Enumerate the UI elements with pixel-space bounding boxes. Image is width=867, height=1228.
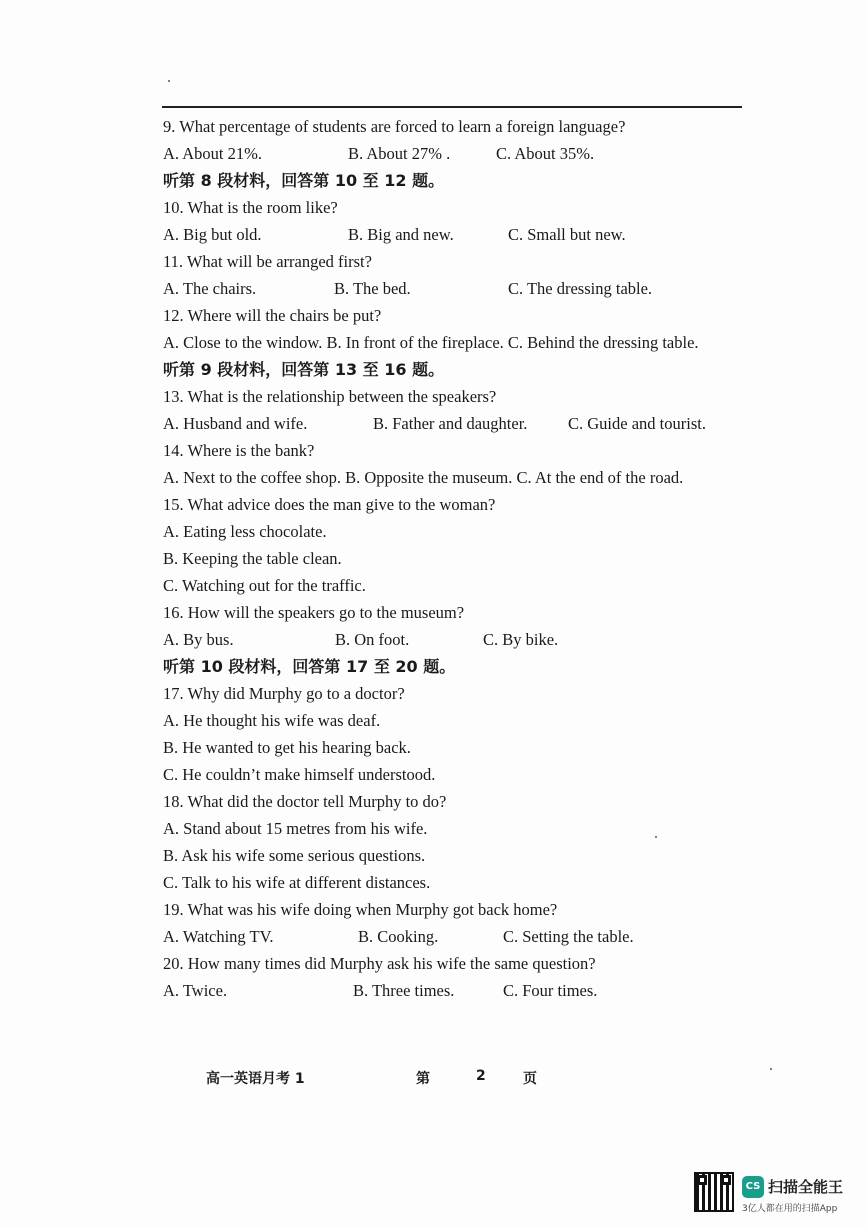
header-rule <box>162 106 742 108</box>
answer-option: A. Twice. <box>163 981 228 1000</box>
question-list <box>163 113 763 1004</box>
answer-option: A. The chairs. <box>163 279 257 298</box>
scanner-tagline: 3亿人都在用的扫描App <box>742 1204 838 1214</box>
page-label-prefix: 第 <box>416 1071 430 1087</box>
answer-option: C. Four times. <box>503 981 598 1000</box>
qr-code-icon <box>694 1172 734 1212</box>
answer-options <box>163 221 763 248</box>
page-label-suffix: 页 <box>523 1071 537 1087</box>
answer-option: C. About 35%. <box>496 144 595 163</box>
answer-options <box>163 977 763 1004</box>
question-text: C. Talk to his wife at different distances. <box>163 873 431 892</box>
answer-option: B. Cooking. <box>358 927 439 946</box>
section-heading: 听第 9 段材料，回答第 13 至 16 题。 <box>163 360 445 379</box>
answer-option: B. Father and daughter. <box>373 414 528 433</box>
section-heading: 听第 8 段材料，回答第 10 至 12 题。 <box>163 171 445 190</box>
question-text: 12. Where will the chairs be put? <box>163 306 382 325</box>
question-text: B. He wanted to get his hearing back. <box>163 738 411 757</box>
answer-option: B. Three times. <box>353 981 455 1000</box>
question-text: C. Watching out for the traffic. <box>163 576 366 595</box>
scanner-app-name: 扫描全能王 <box>768 1178 844 1196</box>
question-text: B. Keeping the table clean. <box>163 549 342 568</box>
answer-option: C. By bike. <box>483 630 559 649</box>
section-heading: 听第 10 段材料，回答第 17 至 20 题。 <box>163 657 456 676</box>
answer-option: C. Small but new. <box>508 225 626 244</box>
question-text: 19. What was his wife doing when Murphy got back home? <box>163 900 558 919</box>
question-text: 18. What did the doctor tell Murphy to do? <box>163 792 447 811</box>
answer-option: B. The bed. <box>334 279 411 298</box>
question-text: 20. How many times did Murphy ask his wife the same question? <box>163 954 596 973</box>
camscanner-logo-icon: CS <box>742 1176 764 1198</box>
scanner-watermark <box>694 1172 844 1216</box>
question-text: A. He thought his wife was deaf. <box>163 711 381 730</box>
question-text: B. Ask his wife some serious questions. <box>163 846 426 865</box>
exam-title: 高一英语月考 1 <box>206 1071 305 1087</box>
question-text: 16. How will the speakers go to the museum? <box>163 603 465 622</box>
answer-options <box>163 626 763 653</box>
question-text: 10. What is the room like? <box>163 198 338 217</box>
answer-option: C. Guide and tourist. <box>568 414 706 433</box>
question-text: 15. What advice does the man give to the woman? <box>163 495 496 514</box>
question-text: 13. What is the relationship between the speakers? <box>163 387 497 406</box>
question-text: A. Stand about 15 metres from his wife. <box>163 819 428 838</box>
page-number: 2 <box>476 1068 486 1084</box>
answer-option: A. By bus. <box>163 630 234 649</box>
question-text: 17. Why did Murphy go to a doctor? <box>163 684 405 703</box>
answer-option: A. Husband and wife. <box>163 414 308 433</box>
question-text: C. He couldn’t make himself understood. <box>163 765 436 784</box>
answer-option: A. About 21%. <box>163 144 262 163</box>
answer-options <box>163 275 763 302</box>
answer-options <box>163 923 763 950</box>
answer-options <box>163 140 763 167</box>
answer-options <box>163 410 763 437</box>
question-text: 14. Where is the bank? <box>163 441 315 460</box>
question-text: 9. What percentage of students are forced to learn a foreign language? <box>163 117 626 136</box>
page-footer <box>0 1068 867 1092</box>
question-text: A. Next to the coffee shop. B. Opposite the museum. C. At the end of the road. <box>163 468 684 487</box>
question-text: A. Eating less chocolate. <box>163 522 327 541</box>
question-text: 11. What will be arranged first? <box>163 252 372 271</box>
question-text: A. Close to the window. B. In front of the fireplace. C. Behind the dressing table. <box>163 333 699 352</box>
answer-option: C. The dressing table. <box>508 279 653 298</box>
answer-option: C. Setting the table. <box>503 927 634 946</box>
answer-option: A. Big but old. <box>163 225 262 244</box>
answer-option: B. Big and new. <box>348 225 454 244</box>
answer-option: B. On foot. <box>335 630 410 649</box>
answer-option: A. Watching TV. <box>163 927 274 946</box>
answer-option: B. About 27% . <box>348 144 451 163</box>
scan-speck <box>168 80 170 82</box>
